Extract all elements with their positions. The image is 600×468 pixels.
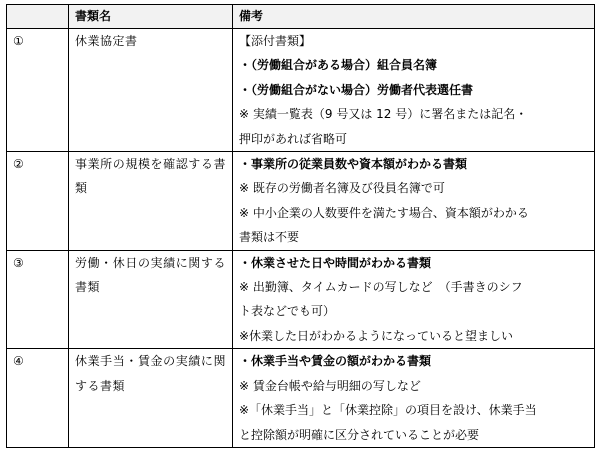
table-row bbox=[7, 29, 595, 152]
document-name-cell bbox=[69, 152, 233, 251]
document-name: 労働・休日の実績に関する書類 bbox=[75, 255, 226, 295]
table-row bbox=[7, 250, 595, 349]
note-line: 【添付書類】 bbox=[239, 34, 312, 48]
note-line: と控除額が明確に区分されていることが必要 bbox=[239, 427, 480, 442]
note-line: ※ 出勤簿、タイムカードの写しなど （手書きのシフ bbox=[239, 280, 523, 295]
required-document-line: ・休業手当や賃金の額がわかる書類 bbox=[239, 354, 432, 369]
notes-cell bbox=[233, 349, 595, 448]
header-notes: 備考 bbox=[233, 5, 595, 29]
notes-cell bbox=[233, 152, 595, 251]
notes-cell bbox=[233, 250, 595, 349]
document-name: 事業所の規模を確認する書類 bbox=[75, 157, 226, 196]
table-row bbox=[7, 349, 595, 448]
table-row bbox=[7, 152, 595, 251]
document-name: 休業手当・賃金の実績に関する書類 bbox=[75, 354, 226, 393]
header-number bbox=[7, 5, 69, 29]
note-line: ※ 実績一覧表（9 号又は 12 号）に署名または記名・ bbox=[239, 107, 528, 122]
note-line: 押印があれば省略可 bbox=[239, 131, 348, 146]
required-document-line: ・（労働組合がある場合）組合員名簿 bbox=[239, 58, 438, 73]
note-line: ト表などでも可） bbox=[239, 304, 336, 319]
document-name-cell bbox=[69, 349, 233, 448]
required-document-line: ・（労働組合がない場合）労働者代表選任書 bbox=[239, 82, 474, 97]
required-documents-table bbox=[6, 4, 595, 448]
note-line: 書類は不要 bbox=[239, 230, 300, 245]
note-line: ※「休業手当」と「休業控除」の項目を設け、休業手当 bbox=[239, 403, 537, 418]
note-line: ※ 既存の労働者名簿及び役員名簿で可 bbox=[239, 181, 445, 196]
row-number: ③ bbox=[7, 250, 69, 349]
document-name: 休業協定書 bbox=[75, 34, 138, 48]
note-line: ※ 賃金台帳や給与明細の写しなど bbox=[239, 378, 421, 393]
table-header-row bbox=[7, 5, 595, 29]
row-number: ④ bbox=[7, 349, 69, 448]
note-line: ※ 中小企業の人数要件を満たす場合、資本額がわかる bbox=[239, 205, 529, 220]
required-document-line: ・休業させた日や時間がわかる書類 bbox=[239, 255, 432, 270]
required-document-line: ・事業所の従業員数や資本額がわかる書類 bbox=[239, 157, 468, 172]
document-name-cell bbox=[69, 29, 233, 152]
row-number: ① bbox=[7, 29, 69, 152]
document-name-cell bbox=[69, 250, 233, 349]
note-line: ※休業した日がわかるようになっていると望ましい bbox=[239, 328, 514, 343]
header-document-name: 書類名 bbox=[69, 5, 233, 29]
row-number: ② bbox=[7, 152, 69, 251]
notes-cell bbox=[233, 29, 595, 152]
